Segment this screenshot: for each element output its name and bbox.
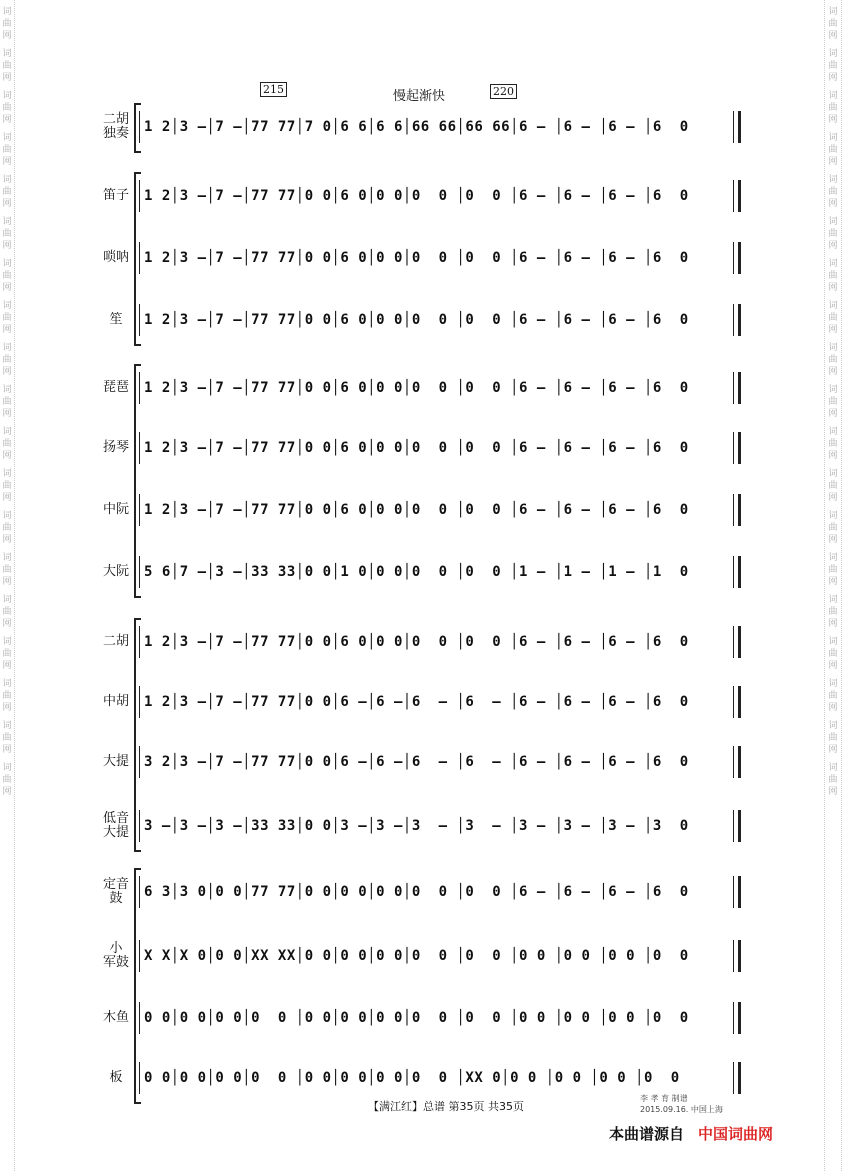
watermark-glyph: 曲	[2, 61, 12, 71]
notation-row: 1 2│3 –│7 –│77 77│0 0│6 0│0 0│0 0 │0 0 │6 – │6 – │6 – │6 0	[144, 188, 689, 204]
watermark-glyph: 网	[2, 367, 12, 377]
watermark-glyph: 曲	[2, 271, 12, 281]
group-bracket	[134, 868, 141, 1104]
final-barline	[733, 556, 741, 588]
watermark-glyph: 网	[828, 493, 838, 503]
watermark-glyph: 曲	[2, 439, 12, 449]
watermark-glyph: 曲	[2, 775, 12, 785]
watermark-glyph: 网	[2, 787, 12, 797]
notation-row: 0 0│0 0│0 0│0 0 │0 0│0 0│0 0│0 0 │0 0 │0 0 │0 0 │0 0 │0 0	[144, 1010, 689, 1026]
instrument-label: 木鱼	[102, 1010, 129, 1025]
watermark-glyph: 词	[2, 301, 12, 311]
watermark-glyph: 曲	[828, 145, 838, 155]
notation-row: 1 2│3 –│7 –│77 77│0 0│6 –│6 –│6 – │6 – │6 – │6 – │6 – │6 0	[144, 694, 689, 710]
watermark-glyph: 词	[828, 301, 838, 311]
instrument-label: 笛子	[102, 188, 129, 203]
watermark-glyph: 曲	[2, 145, 12, 155]
instrument-label: 板	[109, 1070, 123, 1085]
watermark-glyph: 曲	[828, 187, 838, 197]
arranger-line: 李 孝 育 制谱	[640, 1094, 688, 1103]
watermark-glyph: 曲	[828, 607, 838, 617]
final-barline	[733, 1062, 741, 1094]
measure-number-220: 220	[490, 84, 517, 99]
watermark-glyph: 曲	[2, 187, 12, 197]
watermark-glyph: 曲	[828, 19, 838, 29]
watermark-glyph: 曲	[2, 19, 12, 29]
watermark-glyph: 曲	[2, 523, 12, 533]
watermark-glyph: 网	[828, 367, 838, 377]
watermark-glyph: 曲	[828, 775, 838, 785]
page-footer: 【满江红】总谱 第35页 共35页	[368, 1100, 524, 1113]
final-barline	[733, 1002, 741, 1034]
watermark-glyph: 曲	[828, 691, 838, 701]
watermark-glyph: 词	[2, 469, 12, 479]
source-site: 中国词曲网	[698, 1125, 774, 1143]
watermark-glyph: 词	[828, 49, 838, 59]
watermark-glyph: 曲	[828, 271, 838, 281]
notation-row: 6 3│3 0│0 0│77 77│0 0│0 0│0 0│0 0 │0 0 │6 – │6 – │6 – │6 0	[144, 884, 689, 900]
watermark-glyph: 词	[828, 343, 838, 353]
final-barline	[733, 876, 741, 908]
watermark-glyph: 词	[2, 343, 12, 353]
watermark-glyph: 曲	[828, 229, 838, 239]
watermark-glyph: 网	[828, 241, 838, 251]
watermark-glyph: 网	[828, 451, 838, 461]
watermark-glyph: 词	[2, 259, 12, 269]
watermark-glyph: 网	[828, 619, 838, 629]
watermark-glyph: 词	[2, 175, 12, 185]
group-bracket	[134, 172, 141, 346]
watermark-glyph: 词	[828, 175, 838, 185]
tempo-marking: 慢起渐快	[393, 89, 446, 104]
watermark-glyph: 网	[2, 325, 12, 335]
date-line: 2015.09.16. 中国上海	[640, 1105, 723, 1114]
group-bracket	[134, 103, 141, 153]
watermark-glyph: 词	[2, 7, 12, 17]
source-label: 本曲谱源自	[609, 1125, 685, 1143]
watermark-glyph: 网	[2, 73, 12, 83]
watermark-glyph: 网	[2, 703, 12, 713]
watermark-glyph: 曲	[828, 397, 838, 407]
watermark-glyph: 词	[828, 511, 838, 521]
instrument-label: 低音 大提	[102, 811, 129, 840]
watermark-glyph: 网	[2, 661, 12, 671]
watermark-glyph: 词	[2, 679, 12, 689]
watermark-glyph: 网	[2, 115, 12, 125]
watermark-glyph: 网	[2, 451, 12, 461]
notation-row: 1 2│3 –│7 –│77 77│0 0│6 0│0 0│0 0 │0 0 │6 – │6 – │6 – │6 0	[144, 634, 689, 650]
watermark-glyph: 网	[828, 577, 838, 587]
final-barline	[733, 304, 741, 336]
watermark-glyph: 曲	[2, 733, 12, 743]
watermark-glyph: 词	[828, 595, 838, 605]
watermark-glyph: 曲	[2, 355, 12, 365]
group-bracket	[134, 364, 141, 598]
watermark-glyph: 曲	[828, 523, 838, 533]
arranger-credit	[640, 1093, 723, 1115]
notation-row: 1 2│3 –│7 –│77 77│0 0│6 0│0 0│0 0 │0 0 │6 – │6 – │6 – │6 0	[144, 440, 689, 456]
instrument-label: 大提	[102, 754, 129, 769]
watermark-glyph: 曲	[828, 439, 838, 449]
watermark-glyph: 网	[2, 535, 12, 545]
watermark-glyph: 词	[828, 721, 838, 731]
watermark-glyph: 网	[828, 661, 838, 671]
watermark-glyph: 曲	[2, 397, 12, 407]
watermark-glyph: 词	[2, 217, 12, 227]
watermark-glyph: 曲	[828, 61, 838, 71]
watermark-glyph: 网	[2, 241, 12, 251]
watermark-glyph: 词	[2, 133, 12, 143]
watermark-glyph: 网	[2, 31, 12, 41]
watermark-glyph: 词	[2, 91, 12, 101]
instrument-label: 定音 鼓	[102, 877, 129, 906]
watermark-glyph: 词	[2, 721, 12, 731]
notation-row: X X│X 0│0 0│XX XX│0 0│0 0│0 0│0 0 │0 0 │0 0 │0 0 │0 0 │0 0	[144, 948, 689, 964]
watermark-glyph: 网	[2, 745, 12, 755]
watermark-glyph: 曲	[828, 313, 838, 323]
final-barline	[733, 626, 741, 658]
watermark-glyph: 曲	[2, 691, 12, 701]
final-barline	[733, 372, 741, 404]
final-barline	[733, 940, 741, 972]
watermark-glyph: 词	[828, 553, 838, 563]
watermark-glyph: 词	[2, 553, 12, 563]
final-barline	[733, 180, 741, 212]
watermark-glyph: 曲	[2, 481, 12, 491]
watermark-glyph: 词	[2, 385, 12, 395]
watermark-glyph: 词	[828, 133, 838, 143]
final-barline	[733, 111, 741, 143]
instrument-label: 唢呐	[102, 250, 129, 265]
watermark-glyph: 网	[828, 535, 838, 545]
watermark-glyph: 网	[2, 619, 12, 629]
watermark-glyph: 曲	[828, 481, 838, 491]
instrument-label: 大阮	[102, 564, 129, 579]
instrument-label: 中胡	[102, 694, 129, 709]
watermark-glyph: 曲	[2, 649, 12, 659]
watermark-glyph: 曲	[828, 103, 838, 113]
watermark-glyph: 曲	[2, 229, 12, 239]
watermark-glyph: 网	[2, 493, 12, 503]
right-watermark-strip	[824, 0, 842, 1171]
watermark-glyph: 网	[828, 325, 838, 335]
notation-row: 3 –│3 –│3 –│33 33│0 0│3 –│3 –│3 – │3 – │3 – │3 – │3 – │3 0	[144, 818, 689, 834]
watermark-glyph: 网	[2, 157, 12, 167]
watermark-glyph: 网	[828, 745, 838, 755]
watermark-glyph: 词	[828, 259, 838, 269]
watermark-glyph: 词	[828, 469, 838, 479]
watermark-glyph: 网	[828, 157, 838, 167]
watermark-glyph: 曲	[2, 565, 12, 575]
instrument-label: 扬琴	[102, 440, 129, 455]
watermark-glyph: 词	[828, 427, 838, 437]
final-barline	[733, 242, 741, 274]
notation-row: 1 2│3 –│7 –│77 77│7 0│6 6│6 6│66 66│66 66│6 – │6 – │6 – │6 0	[144, 119, 689, 135]
instrument-label: 二胡 独奏	[102, 112, 129, 141]
final-barline	[733, 746, 741, 778]
watermark-glyph: 网	[828, 199, 838, 209]
watermark-glyph: 网	[2, 577, 12, 587]
watermark-glyph: 曲	[828, 649, 838, 659]
watermark-glyph: 网	[828, 787, 838, 797]
watermark-glyph: 词	[2, 49, 12, 59]
instrument-label: 小 军鼓	[102, 941, 129, 970]
watermark-glyph: 网	[828, 409, 838, 419]
watermark-glyph: 词	[828, 7, 838, 17]
instrument-label: 琵琶	[102, 380, 129, 395]
watermark-glyph: 词	[2, 763, 12, 773]
instrument-label: 中阮	[102, 502, 129, 517]
watermark-glyph: 曲	[2, 313, 12, 323]
watermark-glyph: 词	[2, 427, 12, 437]
measure-number-215: 215	[260, 82, 287, 97]
watermark-glyph: 网	[828, 73, 838, 83]
watermark-glyph: 网	[2, 409, 12, 419]
watermark-glyph: 曲	[828, 733, 838, 743]
watermark-glyph: 词	[828, 91, 838, 101]
final-barline	[733, 494, 741, 526]
watermark-glyph: 词	[828, 679, 838, 689]
final-barline	[733, 432, 741, 464]
final-barline	[733, 686, 741, 718]
watermark-glyph: 网	[828, 31, 838, 41]
source-note	[609, 1123, 773, 1144]
watermark-glyph: 词	[2, 595, 12, 605]
notation-row: 1 2│3 –│7 –│77 77│0 0│6 0│0 0│0 0 │0 0 │6 – │6 – │6 – │6 0	[144, 250, 689, 266]
watermark-glyph: 网	[2, 199, 12, 209]
watermark-glyph: 网	[2, 283, 12, 293]
instrument-label: 二胡	[102, 634, 129, 649]
notation-row: 5 6│7 –│3 –│33 33│0 0│1 0│0 0│0 0 │0 0 │1 – │1 – │1 – │1 0	[144, 564, 689, 580]
watermark-glyph: 网	[828, 115, 838, 125]
watermark-glyph: 曲	[828, 565, 838, 575]
notation-row: 1 2│3 –│7 –│77 77│0 0│6 0│0 0│0 0 │0 0 │6 – │6 – │6 – │6 0	[144, 502, 689, 518]
watermark-glyph: 网	[828, 703, 838, 713]
notation-row: 3 2│3 –│7 –│77 77│0 0│6 –│6 –│6 – │6 – │6 – │6 – │6 – │6 0	[144, 754, 689, 770]
watermark-glyph: 曲	[828, 355, 838, 365]
watermark-glyph: 曲	[2, 103, 12, 113]
watermark-glyph: 词	[828, 763, 838, 773]
notation-row: 0 0│0 0│0 0│0 0 │0 0│0 0│0 0│0 0 │XX 0│0 0 │0 0 │0 0 │0 0	[144, 1070, 680, 1086]
watermark-glyph: 词	[828, 637, 838, 647]
left-watermark-strip	[0, 0, 15, 1171]
watermark-glyph: 词	[828, 217, 838, 227]
notation-row: 1 2│3 –│7 –│77 77│0 0│6 0│0 0│0 0 │0 0 │6 – │6 – │6 – │6 0	[144, 380, 689, 396]
final-barline	[733, 810, 741, 842]
watermark-glyph: 网	[828, 283, 838, 293]
watermark-glyph: 曲	[2, 607, 12, 617]
group-bracket	[134, 618, 141, 852]
watermark-glyph: 词	[2, 637, 12, 647]
watermark-glyph: 词	[828, 385, 838, 395]
watermark-glyph: 词	[2, 511, 12, 521]
notation-row: 1 2│3 –│7 –│77 77│0 0│6 0│0 0│0 0 │0 0 │6 – │6 – │6 – │6 0	[144, 312, 689, 328]
instrument-label: 笙	[109, 312, 123, 327]
